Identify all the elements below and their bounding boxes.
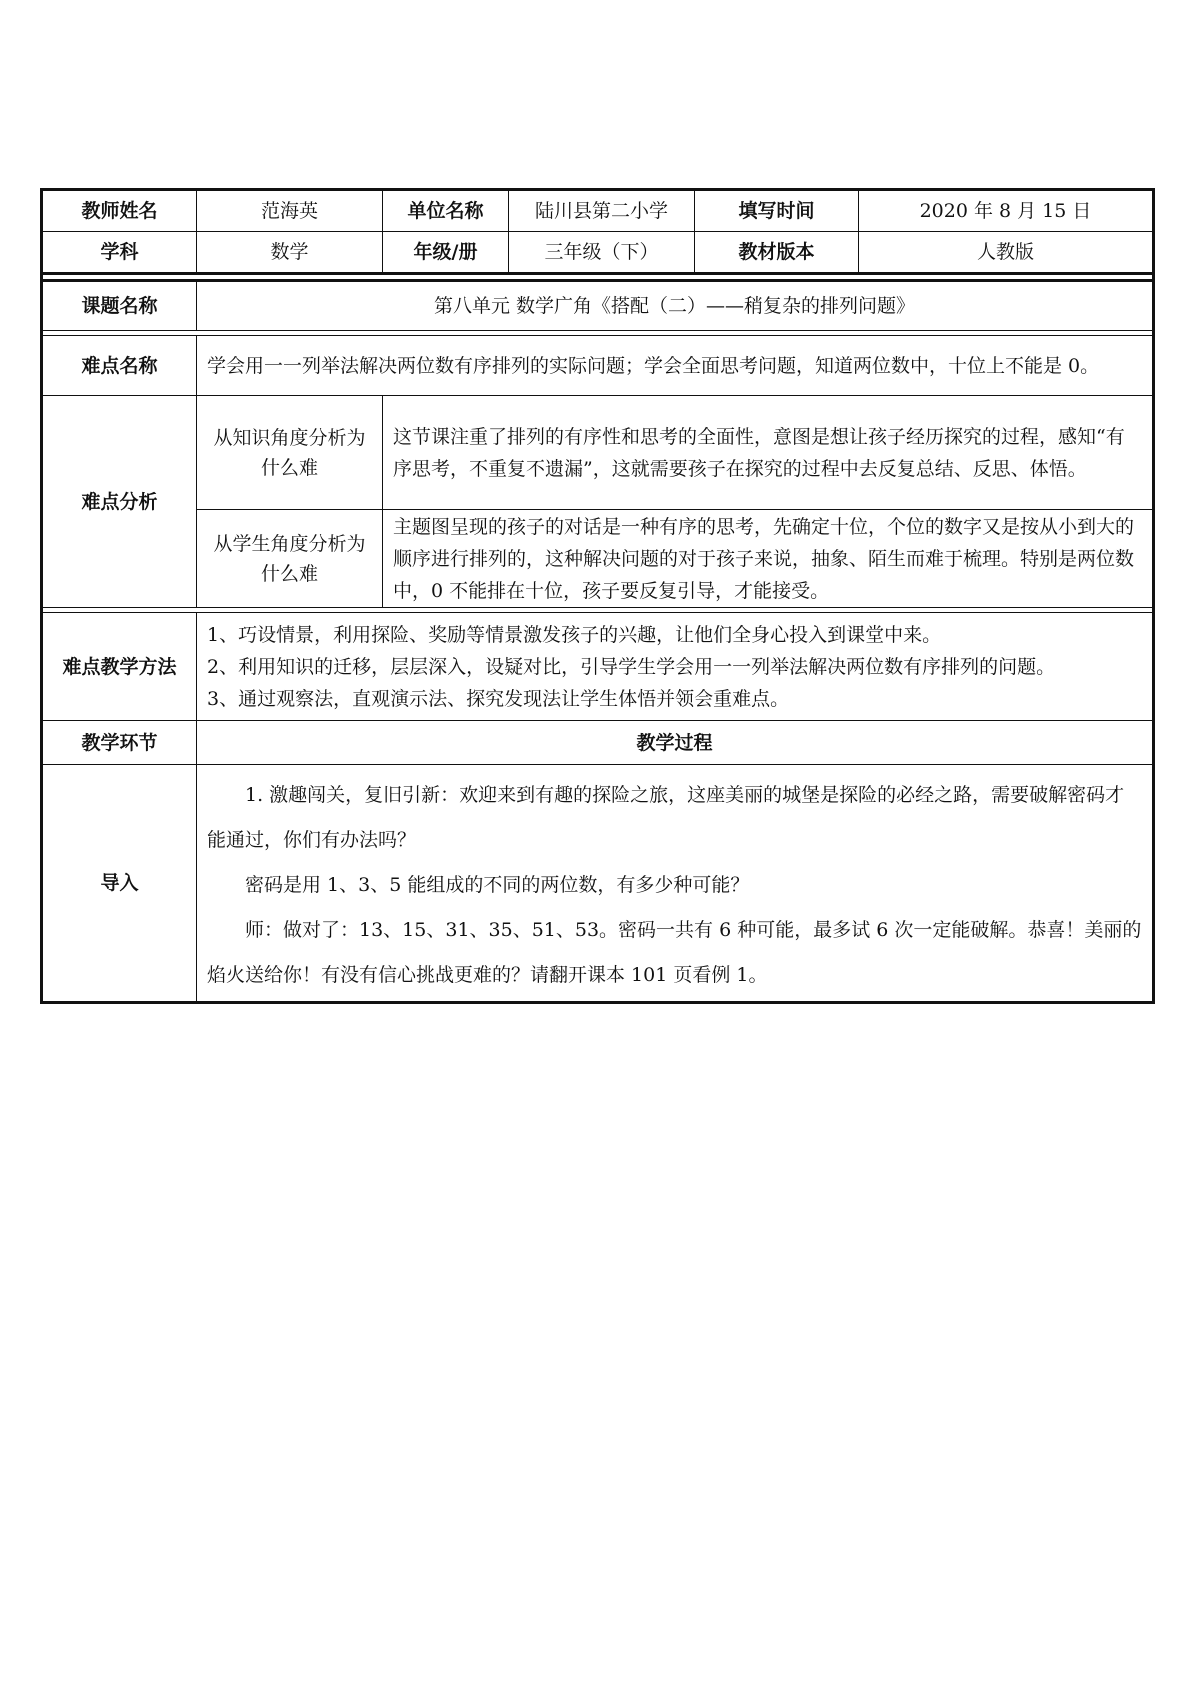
topic-label: 课题名称 (42, 281, 197, 331)
subject-value: 数学 (197, 232, 383, 274)
intro-paragraph-1: 1. 激趣闯关，复旧引新：欢迎来到有趣的探险之旅，这座美丽的城堡是探险的必经之路，需要破解密码才能通过，你们有办法吗？ (207, 784, 1125, 851)
analysis-row-student (42, 510, 1154, 608)
methods-row (42, 613, 1154, 721)
method-item-1: 1、巧设情景，利用探险、奖励等情景激发孩子的兴趣，让他们全身心投入到课堂中来。 (207, 623, 942, 646)
header-row-1 (42, 190, 1154, 232)
difficulty-label: 难点名称 (42, 336, 197, 396)
method-item-3: 3、通过观察法，直观演示法、探究发现法让学生体悟并领会重难点。 (207, 687, 790, 710)
fill-time-label: 填写时间 (695, 190, 859, 232)
methods-list (197, 613, 1154, 721)
grade-label: 年级/册 (383, 232, 509, 274)
lesson-plan-table (40, 188, 1155, 1004)
teacher-name-value: 范海英 (197, 190, 383, 232)
grade-value: 三年级（下） (509, 232, 695, 274)
edition-label: 教材版本 (695, 232, 859, 274)
knowledge-angle-label: 从知识角度分析为什么难 (197, 396, 383, 510)
process-header-row (42, 721, 1154, 765)
intro-content (197, 765, 1154, 1003)
difficulty-row (42, 336, 1154, 396)
difficulty-value: 学会用一一列举法解决两位数有序排列的实际问题；学会全面思考问题，知道两位数中，十位上不能是 0。 (197, 336, 1154, 396)
process-label: 教学过程 (197, 721, 1154, 765)
unit-name-value: 陆川县第二小学 (509, 190, 695, 232)
intro-row (42, 765, 1154, 1003)
student-angle-text: 主题图呈现的孩子的对话是一种有序的思考，先确定十位，个位的数字又是按从小到大的顺序进行排列的，这种解决问题的对于孩子来说，抽象、陌生而难于梳理。特别是两位数中，0 不能排在十位，孩子要反复引导，才能接受。 (383, 510, 1154, 608)
fill-time-value: 2020 年 8 月 15 日 (859, 190, 1154, 232)
intro-paragraph-2: 密码是用 1、3、5 能组成的不同的两位数，有多少种可能？ (245, 874, 750, 896)
subject-label: 学科 (42, 232, 197, 274)
knowledge-angle-text: 这节课注重了排列的有序性和思考的全面性，意图是想让孩子经历探究的过程，感知“有序思考，不重复不遗漏”，这就需要孩子在探究的过程中去反复总结、反思、体悟。 (383, 396, 1154, 510)
lesson-plan-sheet (40, 188, 1152, 1004)
intro-paragraph-3: 师：做对了：13、15、31、35、51、53。密码一共有 6 种可能，最多试 6 次一定能破解。恭喜！美丽的焰火送给你！有没有信心挑战更难的？请翻开课本 101 页看例 1。 (207, 919, 1142, 986)
stage-label: 教学环节 (42, 721, 197, 765)
topic-row (42, 281, 1154, 331)
analysis-label: 难点分析 (42, 396, 197, 608)
edition-value: 人教版 (859, 232, 1154, 274)
unit-name-label: 单位名称 (383, 190, 509, 232)
method-item-2: 2、利用知识的迁移，层层深入，设疑对比，引导学生学会用一一列举法解决两位数有序排列的问题。 (207, 655, 1056, 678)
methods-label: 难点教学方法 (42, 613, 197, 721)
topic-value: 第八单元 数学广角《搭配（二）——稍复杂的排列问题》 (197, 281, 1154, 331)
header-row-2 (42, 232, 1154, 274)
student-angle-label: 从学生角度分析为什么难 (197, 510, 383, 608)
intro-label: 导入 (42, 765, 197, 1003)
analysis-row-knowledge (42, 396, 1154, 510)
teacher-name-label: 教师姓名 (42, 190, 197, 232)
